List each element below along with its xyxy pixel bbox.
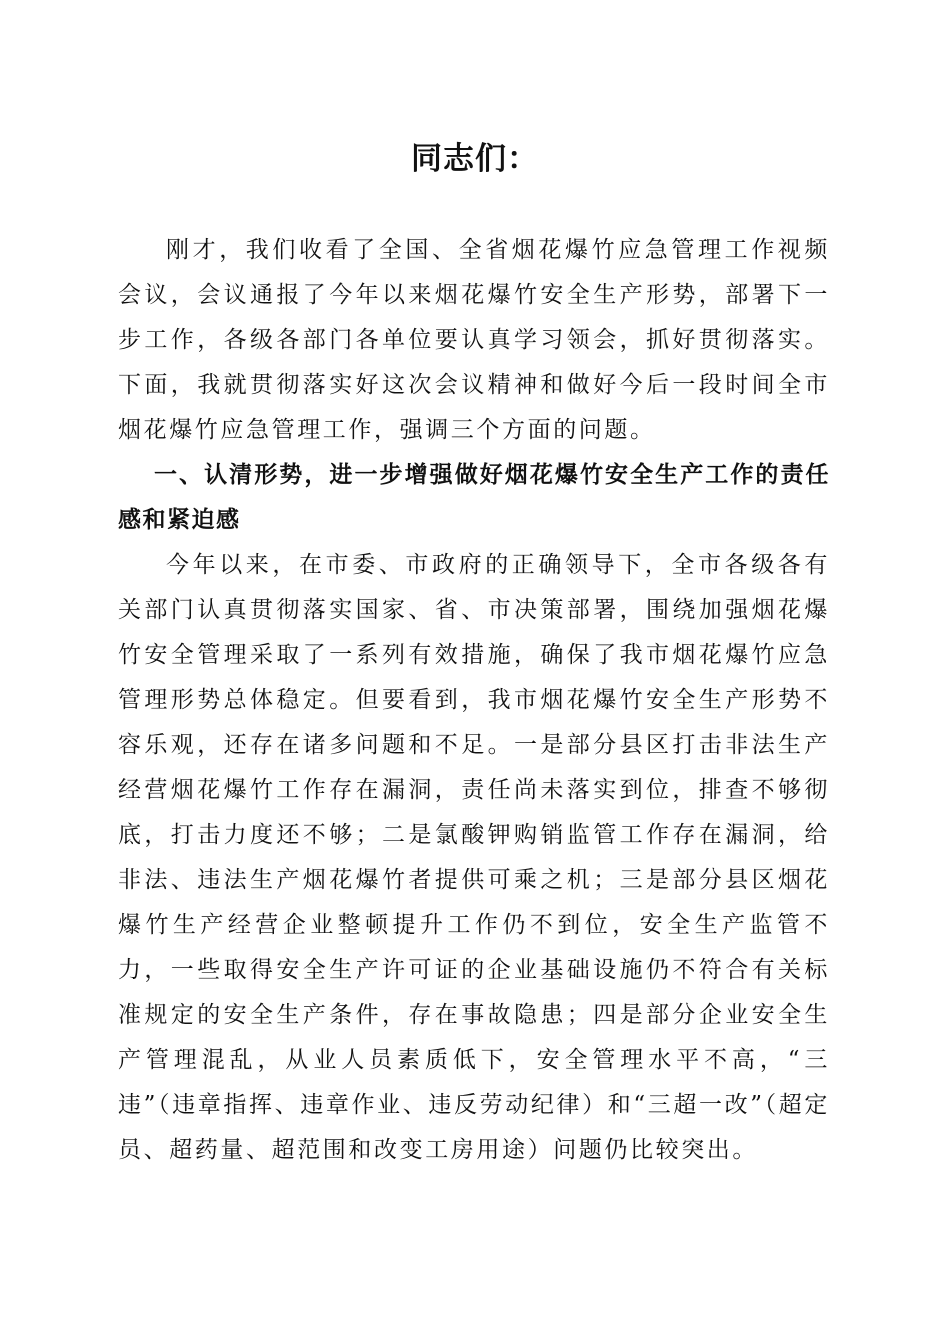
section-heading: 一、认清形势，进一步增强做好烟花爆竹安全生产工作的责任感和紧迫感 bbox=[118, 462, 830, 533]
intro-paragraph: 刚才，我们收看了全国、全省烟花爆竹应急管理工作视频会议，会议通报了今年以来烟花爆竹安全生产形势，部署下一步工作，各级各部门各单位要认真学习领会，抓好贯彻落实。下面，我就贯彻落实好这次会议精神和做好今后一段时间全市烟花爆竹应急管理工作，强调三个方面的问题。 bbox=[118, 237, 830, 443]
section-paragraph: 今年以来，在市委、市政府的正确领导下，全市各级各有关部门认真贯彻落实国家、省、市决策部署，围绕加强烟花爆竹安全管理采取了一系列有效措施，确保了我市烟花爆竹应急管理形势总体稳定。但要看到，我市烟花爆竹安全生产形势不容乐观，还存在诸多问题和不足。一是部分县区打击非法生产经营烟花爆竹工作存在漏洞，责任尚未落实到位，排查不够彻底，打击力度还不够；二是氯酸钾购销监管工作存在漏洞，给非法、违法生产烟花爆竹者提供可乘之机；三是部分县区烟花爆竹生产经营企业整顿提升工作仍不到位，安全生产监管不力，一些取得安全生产许可证的企业基础设施仍不符合有关标准规定的安全生产条件，存在事故隐患；四是部分企业安全生产管理混乱，从业人员素质低下，安全管理水平不高，“三违”（违章指挥、违章作业、违反劳动纪律）和“三超一改”（超定员、超药量、超范围和改变工房用途）问题仍比较突出。 bbox=[118, 552, 830, 1163]
document-title: 同志们： bbox=[411, 141, 539, 177]
document-body bbox=[118, 228, 830, 1173]
